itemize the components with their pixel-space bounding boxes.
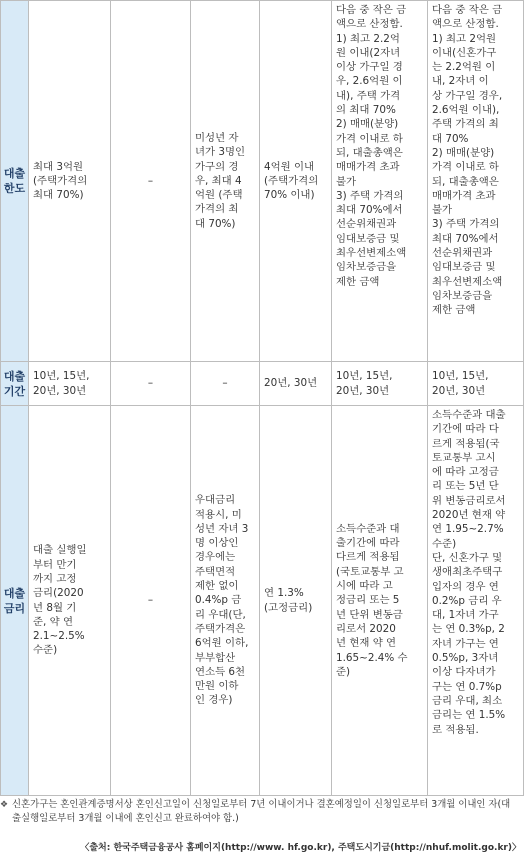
cell-term-col5: 10년, 15년, 20년, 30년 [332, 362, 428, 406]
source-text: 〈출처: 한국주택금융공사 홈페이지(http://www. hf.go.kr), 주택도시기금(http://nhuf.molit.go.kr)〉 [80, 843, 521, 853]
cell-limit-col2: – [111, 1, 191, 362]
cell-term-col2: – [111, 362, 191, 406]
diamond-bullet-icon: ❖ [0, 800, 9, 810]
row-header-loan-limit: 대출 한도 [1, 1, 29, 362]
cell-rate-col6: 소득수준과 대출 기간에 따라 다 르게 적용됨(국 토교통부 고시 에 따라 고정금 리 또는 5년 단 위 변동금리로서 2020년 현재 약 연 1.95~2.7% 수준) 단, 신혼가구 및 생애최초주택구 입자의 경우 연 0.2%p 금리 우 대, 1자녀 가구 는 연 0.3%p, 2 자녀 가구는 연 0.5%p, 3자녀 이상 다자녀가 구는 연 0.7%p 금리 우대, 최소 금리는 연 1.5% 로 적용됨. [428, 406, 524, 796]
table-row-loan-rate [1, 406, 524, 796]
cell-rate-col3: 우대금리 적용시, 미 성년 자녀 3 명 이상인 경우에는 주택면적 제한 없이 0.4%p 금 리 우대(단, 주택가격은 6억원 이하, 부부합산 연소득 6천 만원 이하 인 경우) [191, 406, 260, 796]
cell-limit-col1: 최대 3억원 (주택가격의 최대 70%) [29, 1, 111, 362]
cell-rate-col4: 연 1.3% (고정금리) [260, 406, 332, 796]
footnote-row [0, 798, 527, 826]
table-row-loan-limit [1, 1, 524, 362]
row-header-loan-rate: 대출 금리 [1, 406, 29, 796]
footnote-text: 신혼가구는 혼인관계증명서상 혼인신고일이 신청일로부터 7년 이내이거나 결혼예정일이 신청일로부터 3개월 이내인 자(대 출실행일로부터 3개월 이내에 혼인신고 완료하여야 함.) [12, 799, 511, 824]
cell-limit-col3: 미성년 자 녀가 3명인 가구의 경 우, 최대 4 억원 (주택 가격의 최 대 70%) [191, 1, 260, 362]
cell-limit-col4: 4억원 이내 (주택가격의 70% 이내) [260, 1, 332, 362]
footnote [0, 798, 527, 826]
cell-term-col1: 10년, 15년, 20년, 30년 [29, 362, 111, 406]
row-header-loan-term: 대출 기간 [1, 362, 29, 406]
cell-rate-col5: 소득수준과 대 출기간에 따라 다르게 적용됨 (국토교통부 고 시에 따라 고 정금리 또는 5 년 단위 변동금 리로서 2020 년 현재 약 연 1.65~2.4% 수 준) [332, 406, 428, 796]
cell-term-col3: – [191, 362, 260, 406]
cell-rate-col2: – [111, 406, 191, 796]
cell-term-col4: 20년, 30년 [260, 362, 332, 406]
cell-limit-col5: 다음 중 작은 금 액으로 산정함. 1) 최고 2.2억 원 이내(2자녀 이상 가구일 경 우, 2.6억원 이 내), 주택 가격 의 최대 70% 2) 매매(분양) 가격 이내로 하 되, 대출총액은 매매가격 초과 불가 3) 주택 가격의 최대 70%에서 선순위채권과 임대보증금 및 최우선변제소액 임차보증금을 제한 금액 [332, 1, 428, 362]
cell-limit-col6: 다음 중 작은 금 액으로 산정함. 1) 최고 2억원 이내(신혼가구 는 2.2억원 이 내, 2자녀 이 상 가구일 경우, 2.6억원 이내), 주택 가격의 최 대 70% 2) 매매(분양) 가격 이내로 하 되, 대출총액은 매매가격 초과 불가 3) 주택 가격의 최대 70%에서 선순위채권과 임대보증금 및 최우선변제소액 임차보증금을 제한 금액 [428, 1, 524, 362]
source-citation [80, 842, 521, 854]
cell-term-col6: 10년, 15년, 20년, 30년 [428, 362, 524, 406]
table-row-loan-term [1, 362, 524, 406]
cell-rate-col1: 대출 실행일 부터 만기 까지 고정 금리(2020 년 8월 기 준, 약 연 2.1~2.5% 수준) [29, 406, 111, 796]
